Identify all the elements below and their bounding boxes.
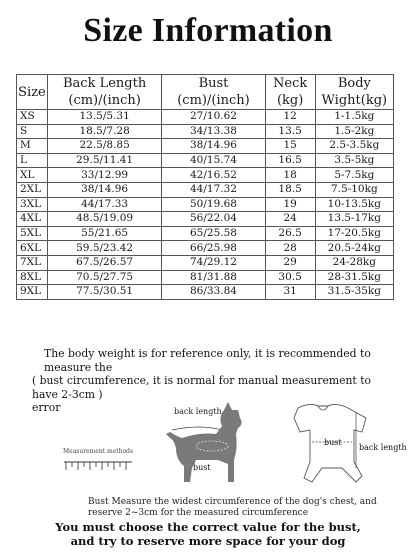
- header-bust: Bust (cm)/(inch): [162, 75, 265, 110]
- size-table-body: [17, 110, 394, 300]
- table-row: [17, 226, 394, 241]
- cell-body-weight: 10-13.5kg: [315, 197, 393, 212]
- cell-bust: 65/25.58: [162, 226, 265, 241]
- cell-neck: 28: [265, 241, 315, 256]
- cell-bust: 38/14.96: [162, 139, 265, 154]
- dog-bust-label: bust: [193, 463, 211, 472]
- cell-neck: 19: [265, 197, 315, 212]
- cell-back-length: 29.5/11.41: [47, 153, 162, 168]
- header-body-weight: Body Wight(kg): [315, 75, 393, 110]
- cell-back-length: 59.5/23.42: [47, 241, 162, 256]
- cell-body-weight: 1-1.5kg: [315, 110, 393, 125]
- cell-bust: 42/16.52: [162, 168, 265, 183]
- cell-bust: 74/29.12: [162, 255, 265, 270]
- cell-neck: 26.5: [265, 226, 315, 241]
- cell-size: M: [17, 139, 48, 154]
- table-row: [17, 153, 394, 168]
- table-row: [17, 168, 394, 183]
- cell-size: L: [17, 153, 48, 168]
- cell-size: 7XL: [17, 255, 48, 270]
- cell-back-length: 38/14.96: [47, 182, 162, 197]
- cell-neck: 29: [265, 255, 315, 270]
- cell-body-weight: 17-20.5kg: [315, 226, 393, 241]
- cell-size: 9XL: [17, 285, 48, 300]
- cell-size: XS: [17, 110, 48, 125]
- table-row: [17, 182, 394, 197]
- cell-back-length: 48.5/19.09: [47, 212, 162, 227]
- cell-body-weight: 3.5-5kg: [315, 153, 393, 168]
- cell-body-weight: 24-28kg: [315, 255, 393, 270]
- cell-size: 3XL: [17, 197, 48, 212]
- cell-neck: 13.5: [265, 124, 315, 139]
- cell-back-length: 55/21.65: [47, 226, 162, 241]
- cell-back-length: 22.5/8.85: [47, 139, 162, 154]
- cell-size: 5XL: [17, 226, 48, 241]
- shirt-measurement-diagram: [270, 398, 410, 498]
- header-size: Size: [17, 75, 48, 110]
- weight-note: The body weight is for reference only, it is recommended to measure the ( bust circumference, it is normal for manual measurement to have 2-3cm ) error: [32, 347, 372, 414]
- table-row: [17, 255, 394, 270]
- table-header-row: [17, 75, 394, 110]
- table-row: [17, 139, 394, 154]
- measurement-methods-label: Measurement methods: [63, 448, 134, 455]
- cell-body-weight: 5-7.5kg: [315, 168, 393, 183]
- cell-back-length: 67.5/26.57: [47, 255, 162, 270]
- cell-size: 8XL: [17, 270, 48, 285]
- cell-body-weight: 31.5-35kg: [315, 285, 393, 300]
- cell-neck: 15: [265, 139, 315, 154]
- cell-body-weight: 1.5-2kg: [315, 124, 393, 139]
- bust-measure-note: Bust Measure the widest circumference of the dog's chest, and reserve 2~3cm for the measured circumference: [88, 497, 377, 518]
- cell-size: 2XL: [17, 182, 48, 197]
- table-row: [17, 110, 394, 125]
- cell-neck: 31: [265, 285, 315, 300]
- cell-bust: 27/10.62: [162, 110, 265, 125]
- header-neck: Neck (kg): [265, 75, 315, 110]
- bust-warning: You must choose the correct value for the bust, and try to reserve more space for your dog: [55, 520, 361, 548]
- back-length-line: [172, 427, 222, 430]
- shirt-bust-label: bust: [324, 438, 342, 447]
- shirt-back-length-label: back length: [359, 443, 407, 452]
- table-row: [17, 285, 394, 300]
- cell-size: 4XL: [17, 212, 48, 227]
- cell-back-length: 70.5/27.75: [47, 270, 162, 285]
- size-table: [16, 74, 394, 300]
- cell-bust: 34/13.38: [162, 124, 265, 139]
- table-row: [17, 270, 394, 285]
- cell-neck: 12: [265, 110, 315, 125]
- cell-body-weight: 2.5-3.5kg: [315, 139, 393, 154]
- table-row: [17, 197, 394, 212]
- cell-back-length: 33/12.99: [47, 168, 162, 183]
- cell-neck: 18.5: [265, 182, 315, 197]
- cell-neck: 16.5: [265, 153, 315, 168]
- cell-bust: 86/33.84: [162, 285, 265, 300]
- cell-bust: 56/22.04: [162, 212, 265, 227]
- cell-size: 6XL: [17, 241, 48, 256]
- measuring-tape-icon: [62, 444, 134, 478]
- cell-neck: 24: [265, 212, 315, 227]
- cell-neck: 30.5: [265, 270, 315, 285]
- table-row: [17, 241, 394, 256]
- cell-size: S: [17, 124, 48, 139]
- header-back-length: Back Length (cm)/(inch): [47, 75, 162, 110]
- cell-body-weight: 28-31.5kg: [315, 270, 393, 285]
- table-row: [17, 124, 394, 139]
- cell-body-weight: 13.5-17kg: [315, 212, 393, 227]
- dog-measurement-diagram: [160, 398, 250, 498]
- cell-bust: 66/25.98: [162, 241, 265, 256]
- cell-body-weight: 20.5-24kg: [315, 241, 393, 256]
- page-title: Size Information: [83, 12, 333, 49]
- cell-bust: 44/17.32: [162, 182, 265, 197]
- cell-back-length: 13.5/5.31: [47, 110, 162, 125]
- cell-size: XL: [17, 168, 48, 183]
- cell-bust: 81/31.88: [162, 270, 265, 285]
- cell-back-length: 44/17.33: [47, 197, 162, 212]
- cell-body-weight: 7.5-10kg: [315, 182, 393, 197]
- cell-bust: 40/15.74: [162, 153, 265, 168]
- cell-neck: 18: [265, 168, 315, 183]
- table-row: [17, 212, 394, 227]
- cell-back-length: 77.5/30.51: [47, 285, 162, 300]
- cell-bust: 50/19.68: [162, 197, 265, 212]
- cell-back-length: 18.5/7.28: [47, 124, 162, 139]
- dog-back-length-label: back length: [174, 407, 222, 416]
